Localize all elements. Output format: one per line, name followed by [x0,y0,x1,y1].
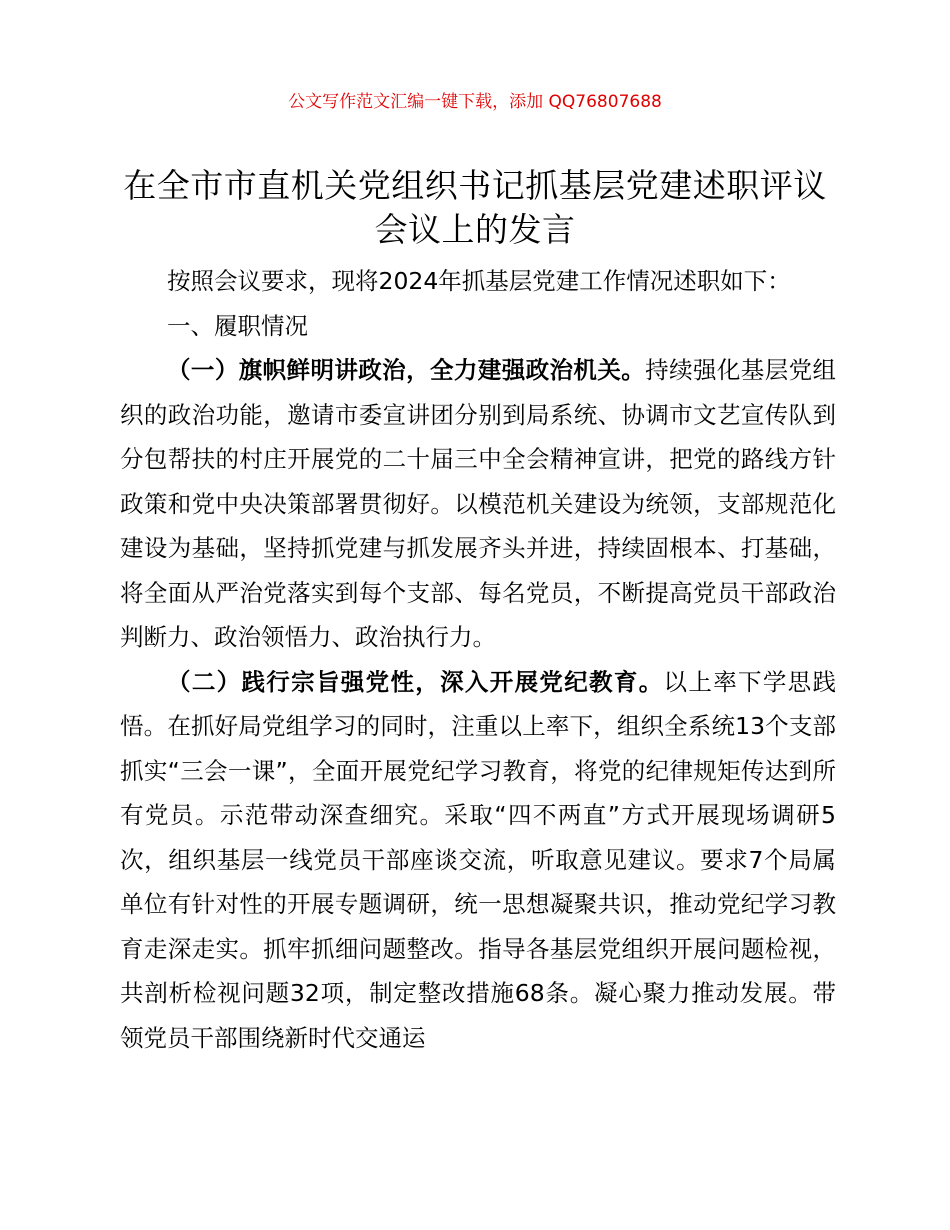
download-promo-note: 公文写作范文汇编一键下载，添加 QQ76807688 [288,92,662,112]
paragraph-2 [120,660,836,1061]
paragraph-2-heading: （二）践行宗旨强党性，深入开展党纪教育。 [167,667,664,696]
paragraph-2-text: 以上率下学思践悟。在抓好局党组学习的同时，注重以上率下，组织全系统13个支部抓实“三会一课”，全面开展党纪学习教育，将党的纪律规矩传达到所有党员。示范带动深查细究。采取“四不两直”方式开展现场调研5次，组织基层一线党员干部座谈交流，听取意见建议。要求7个局属单位有针对性的开展专题调研，统一思想凝聚共识，推动党纪学习教育走深走实。抓牢抓细问题整改。指导各基层党组织开展问题检视，共剖析检视问题32项，制定整改措施68条。凝心聚力推动发展。带领党员干部围绕新时代交通运 [120,667,837,1052]
document-body [120,259,836,1060]
paragraph-1-text: 持续强化基层党组织的政治功能，邀请市委宣讲团分别到局系统、协调市文艺宣传队到分包帮扶的村庄开展党的二十届三中全会精神宣讲，把党的路线方针政策和党中央决策部署贯彻好。以模范机关建设为统领，支部规范化建设为基础，坚持抓党建与抓发展齐头并进，持续固根本、打基础，将全面从严治党落实到每个支部、每名党员，不断提高党员干部政治判断力、政治领悟力、政治执行力。 [120,356,837,651]
paragraph-1-heading: （一）旗帜鲜明讲政治，全力建强政治机关。 [167,356,646,384]
section-heading: 一、履职情况 [167,311,308,340]
paragraph-1 [120,348,836,660]
document-title: 在全市市直机关党组织书记抓基层党建述职评议会议上的发言 [123,166,827,249]
intro-paragraph: 按照会议要求，现将2024年抓基层党建工作情况述职如下： [167,267,791,295]
